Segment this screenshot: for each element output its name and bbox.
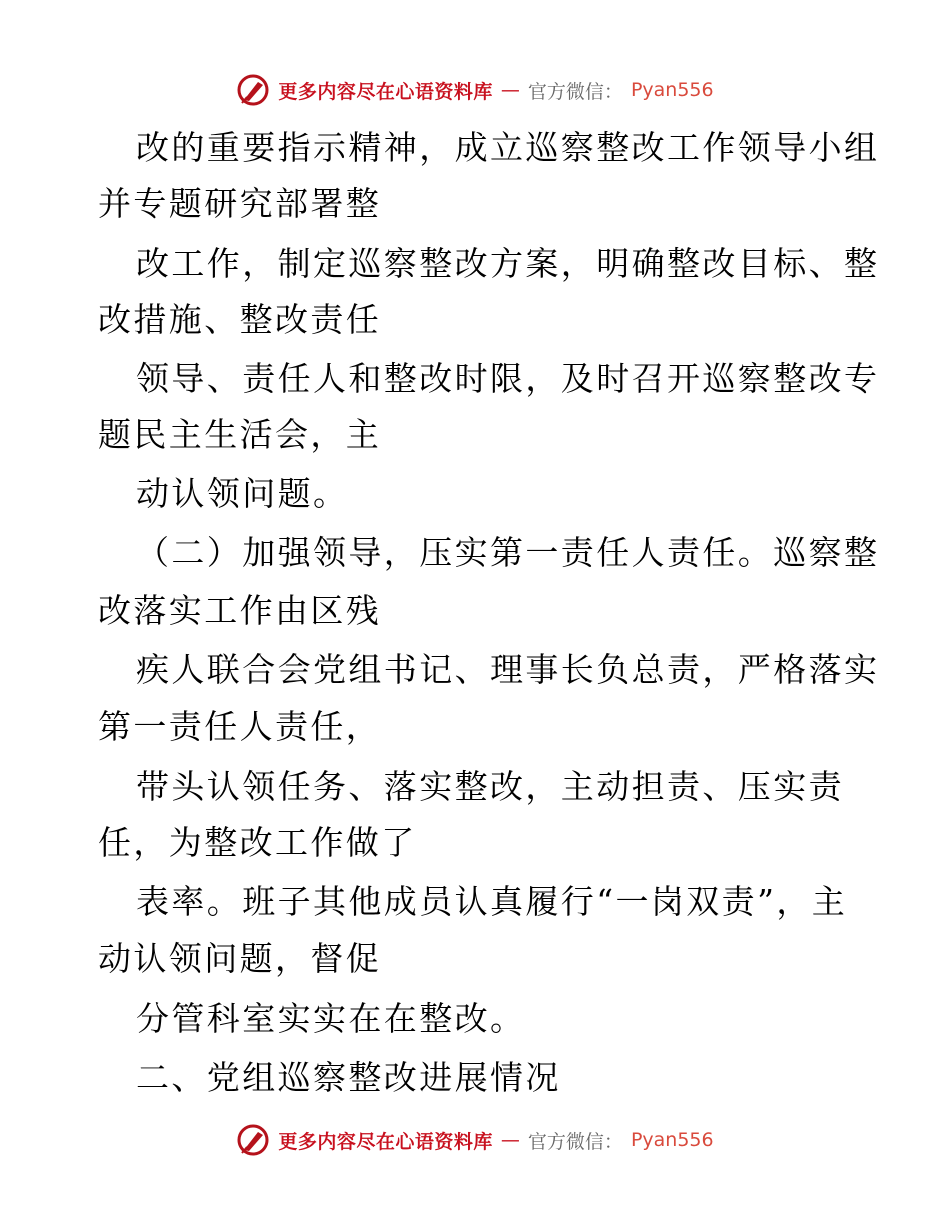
text-line: 动认领问题，督促 <box>98 939 382 978</box>
banner-brand-text: 更多内容尽在心语资料库 <box>278 1130 493 1153</box>
text-line: 疾人联合会党组书记、理事长负总责，严格落实 <box>136 650 880 689</box>
text-line: 带头认领任务、落实整改，主动担责、压实责 <box>136 767 844 806</box>
text-line: 改措施、整改责任 <box>98 300 382 339</box>
text-line: 改落实工作由区残 <box>98 591 382 630</box>
text-line: 改的重要指示精神，成立巡察整改工作领导小组 <box>136 128 880 167</box>
text-line: 表率。班子其他成员认真履行“一岗双责”，主 <box>136 882 848 921</box>
text-line: 改工作，制定巡察整改方案，明确整改目标、整 <box>136 244 880 283</box>
text-line: 分管科室实实在在整改。 <box>136 999 526 1038</box>
banner-wechat-id: Pyan556 <box>630 79 714 101</box>
text-line: 第一责任人责任， <box>98 707 382 746</box>
text-line: 二、党组巡察整改进展情况 <box>136 1058 561 1097</box>
banner-wechat-label: 官方微信： <box>527 80 623 103</box>
text-line: 动认领问题。 <box>136 474 349 513</box>
text-line: 题民主生活会，主 <box>98 415 382 454</box>
banner-dash: — <box>500 1129 520 1151</box>
banner-wechat-label: 官方微信： <box>527 1130 623 1153</box>
text-line: （二）加强领导，压实第一责任人责任。巡察整 <box>136 533 880 572</box>
banner-brand-text: 更多内容尽在心语资料库 <box>278 80 493 103</box>
text-line: 并专题研究部署整 <box>98 184 382 223</box>
footer-banner <box>0 1118 950 1162</box>
text-line: 任，为整改工作做了 <box>98 823 417 862</box>
text-line: 领导、责任人和整改时限，及时召开巡察整改专 <box>136 359 880 398</box>
banner-dash: — <box>500 79 520 101</box>
quill-pen-circle-icon <box>236 1123 270 1157</box>
banner-wechat-id: Pyan556 <box>630 1129 714 1151</box>
